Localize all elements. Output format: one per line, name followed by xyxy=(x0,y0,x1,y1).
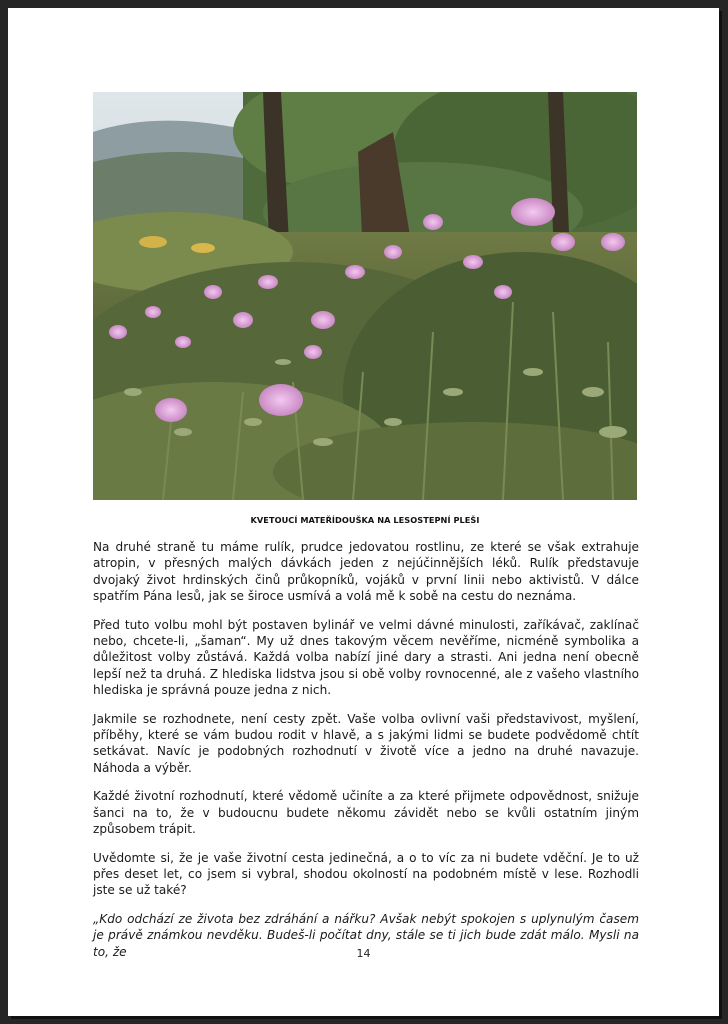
document-page xyxy=(8,8,719,1016)
paragraph: Jakmile se rozhodnete, není cesty zpět. Vaše volba ovlivní vaši představivost, myšlení, příběhy, které se vám budou rodit v hlavě, a s jakými lidmi se budete podvědomě chtít setkávat. Navíc je podobných rozhodnutí v životě více a jedno na druhé navazuje. Náhoda a výběr. xyxy=(93,711,639,775)
page-number: 14 xyxy=(356,947,371,960)
quote-paragraph: „Kdo odchází ze života bez zdráhání a nářku? Avšak nebýt spokojen s uplynulým časem je právě známkou nevděku. Budeš-li počítat dny, stále se ti jich bude zdát málo. Mysli na to, že xyxy=(93,911,639,959)
paragraph: Na druhé straně tu máme rulík, prudce jedovatou rostlinu, ze které se však extrahuje atropin, v přesných malých dávkách jeden z nejúčinnějších léků. Rulík představuje dvojaký život hrdinských činů průkopníků, vojáků v první linii nebo aktivistů. V dálce spatřím Pána lesů, jak se široce usmívá a volá mě k sobě na cestu do neznáma. xyxy=(93,540,639,604)
body-text xyxy=(93,539,639,972)
thyme-photo-illustration xyxy=(93,92,637,500)
thyme-photo xyxy=(93,92,637,500)
paragraph: Každé životní rozhodnutí, které vědomě učiníte a za které přijmete odpovědnost, snižuje šanci na to, že v budoucnu budete někomu závidět nebo se kvůli ostatním jiným způsobem trápit. xyxy=(93,789,639,837)
figure-caption: KVETOUCÍ MATEŘÍDOUŠKA NA LESOSTEPNÍ PLEŠI xyxy=(250,515,480,525)
paragraph: Uvědomte si, že je vaše životní cesta jedinečná, a o to víc za ni budete vděční. Je to už přes deset let, co jsem si vybral, shodou okolností na podobném místě v lese. Rozhodli jste se už také? xyxy=(93,850,639,898)
paragraph: Před tuto volbu mohl být postaven bylinář ve velmi dávné minulosti, zaříkávač, zaklínač nebo, chcete-li, „šaman“. My už dnes takovým věcem nevěříme, nicméně symbolika a důležitost volby zůstává. Každá volba nabízí jiné dary a strasti. Ani jedna není obecně lepší než ta druhá. Z hlediska lidstva jsou si obě volby rovnocenné, ale z vašeho vlastního hlediska je správná pouze jedna z nich. xyxy=(93,617,639,698)
